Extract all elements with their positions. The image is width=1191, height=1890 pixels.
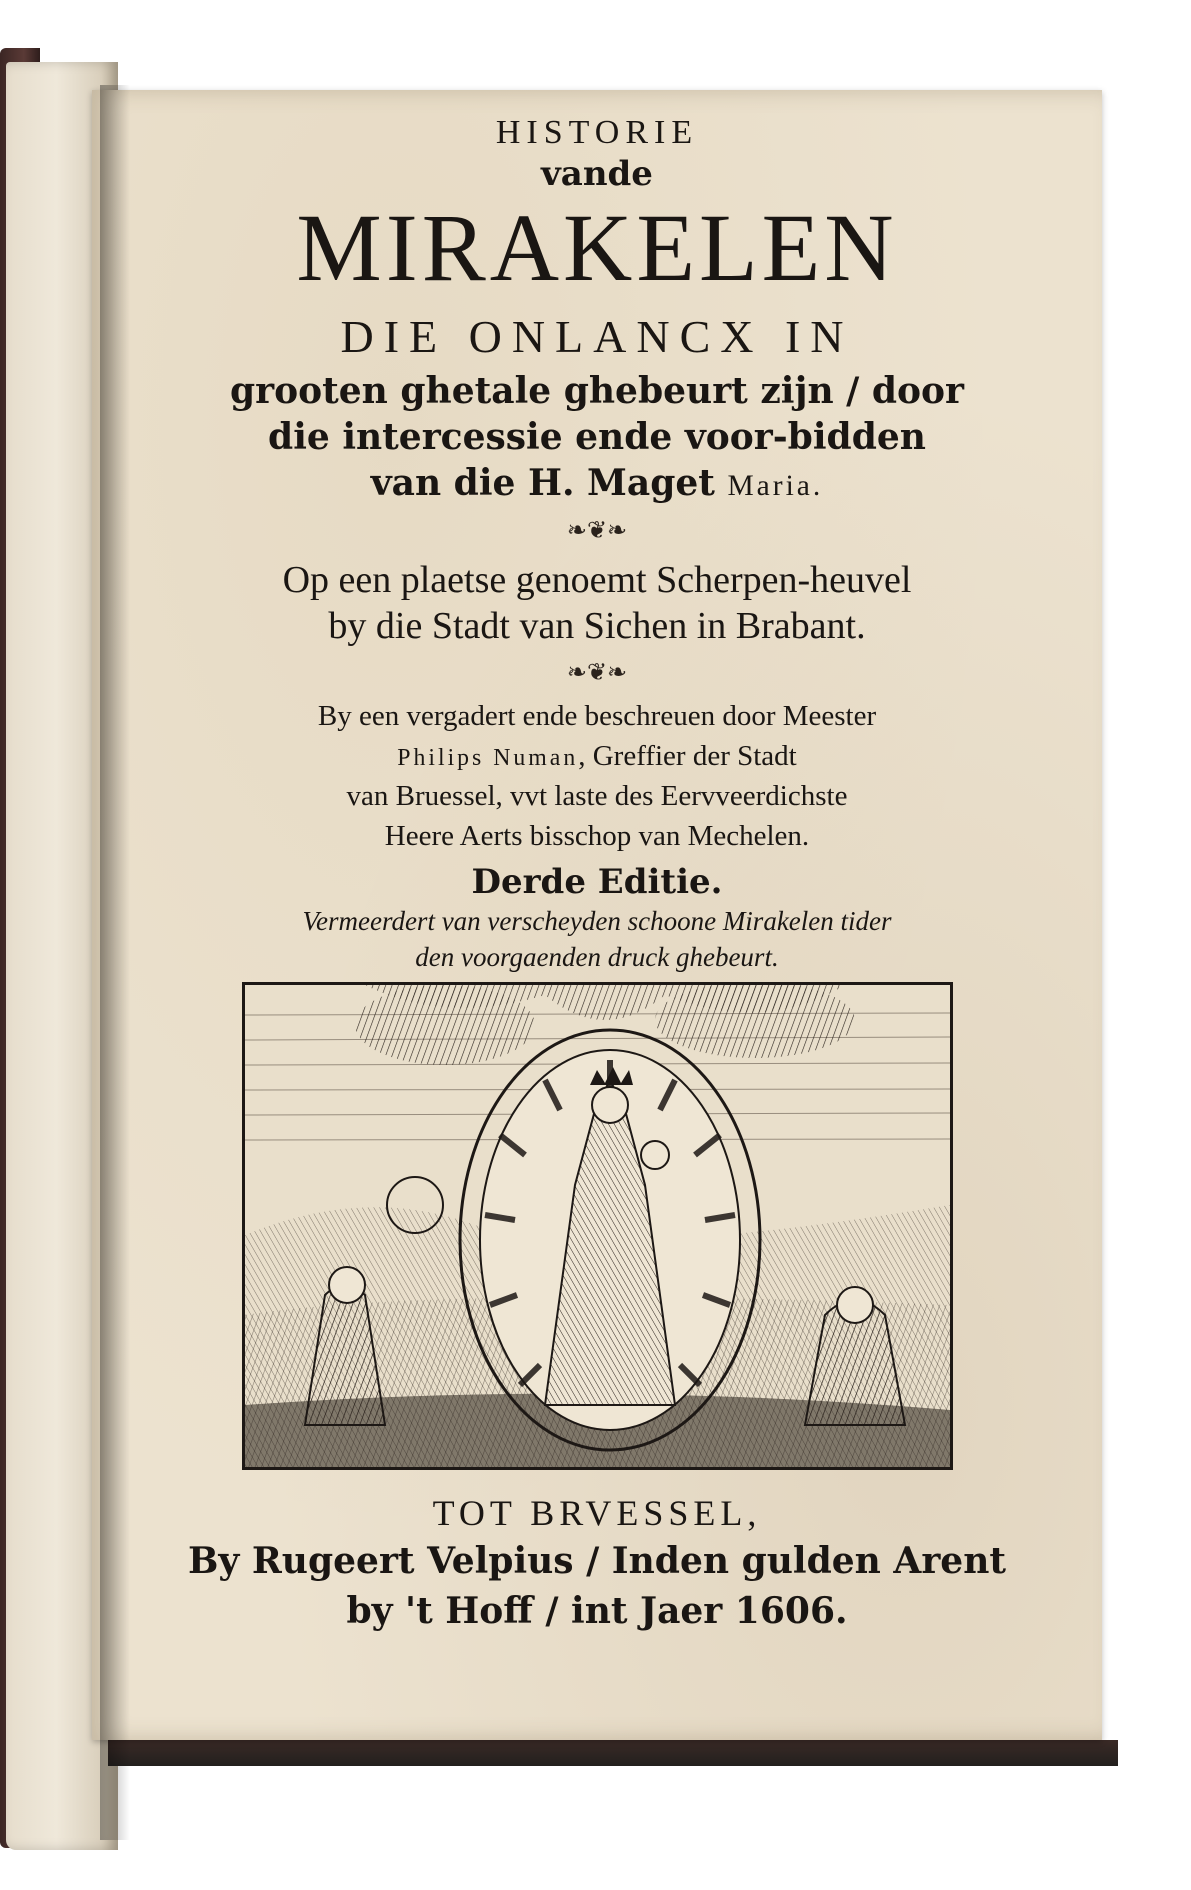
- author-line-4: Heere Aerts bisschop van Mechelen.: [384, 820, 810, 852]
- text-maria: Maria.: [727, 470, 824, 502]
- woodcut-scene: [245, 985, 950, 1467]
- heading-historie: HISTORIE: [495, 114, 699, 151]
- woodcut-illustration: [242, 982, 953, 1470]
- author-line-2: [92, 740, 1102, 773]
- text-line-maget-maria: [92, 462, 1102, 504]
- text-line-intercessie: die intercessie ende voor-bidden: [268, 416, 926, 458]
- heading-vande: vande: [541, 154, 653, 194]
- ornament-fleuron-1: ❧❦❧: [566, 516, 628, 544]
- title-page: [92, 90, 1102, 1740]
- page-gutter-shadow: [100, 85, 130, 1840]
- imprint-place: TOT BRVESSEL,: [432, 1493, 762, 1533]
- imprint-date: by 't Hoff / int Jaer 1606.: [346, 1590, 848, 1632]
- author-line-1: By een vergadert ende beschreuen door Meester: [317, 700, 877, 732]
- cover-board-edge: [108, 1740, 1118, 1766]
- text-maget: van die H. Maget: [370, 462, 728, 504]
- author-name: Philips Numan: [397, 745, 579, 771]
- location-line-1: Op een plaetse genoemt Scherpen-heuvel: [282, 559, 912, 601]
- note-line-2: den voorgaenden druck ghebeurt.: [415, 942, 779, 972]
- heading-mirakelen: MIRAKELEN: [296, 194, 898, 301]
- author-line-3: van Bruessel, vvt laste des Eervveerdichste: [346, 780, 848, 812]
- imprint-printer: By Rugeert Velpius / Inden gulden Arent: [188, 1540, 1006, 1582]
- location-line-2: by die Stadt van Sichen in Brabant.: [328, 605, 866, 647]
- heading-die-onlancx: DIE ONLANCX IN: [340, 311, 854, 362]
- ornament-fleuron-2: ❧❦❧: [566, 658, 628, 686]
- edition-heading: Derde Editie.: [471, 862, 723, 902]
- author-title: , Greffier der Stadt: [578, 740, 797, 772]
- note-line-1: Vermeerdert van verscheyden schoone Mirakelen tider: [302, 906, 892, 936]
- text-line-grooten: grooten ghetale ghebeurt zijn / door: [229, 370, 965, 412]
